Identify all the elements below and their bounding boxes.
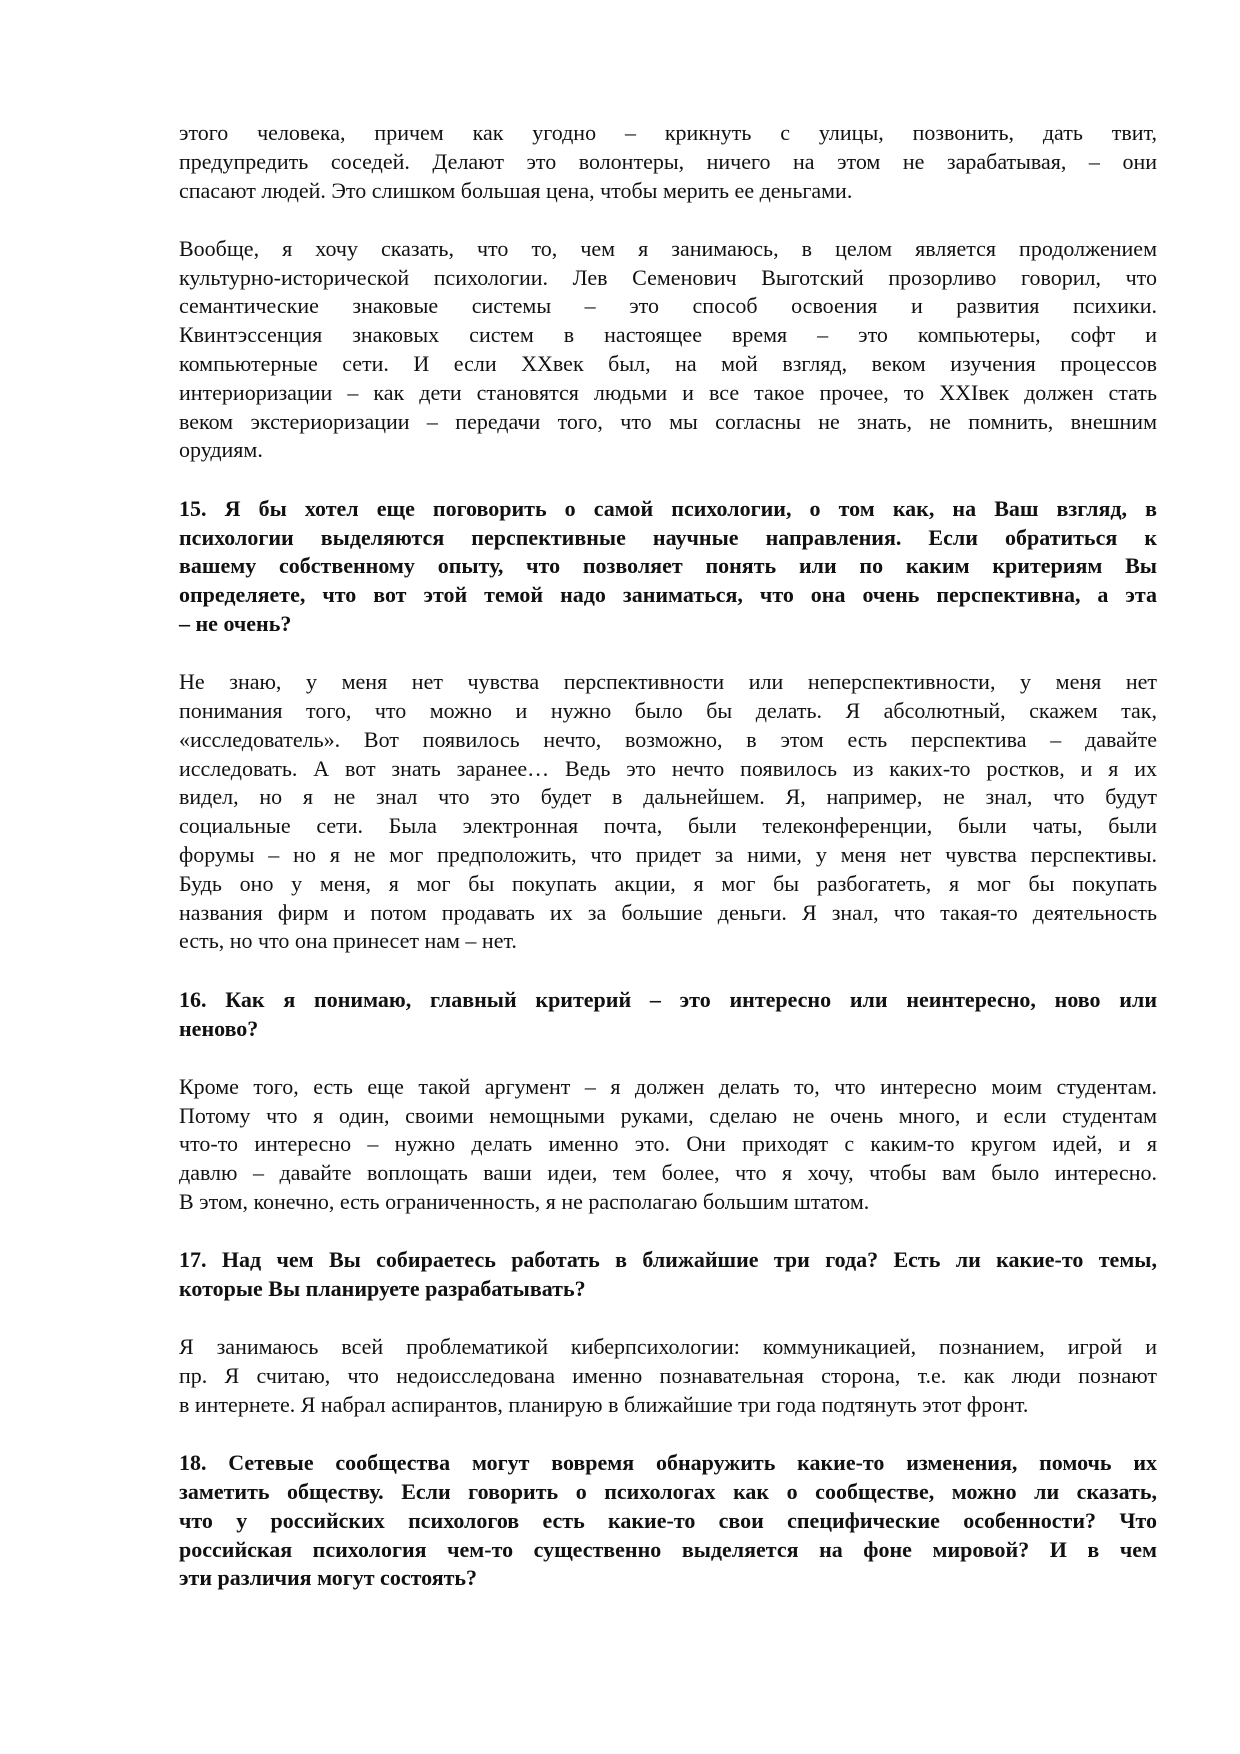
text-line: 17. Над чем Вы собираетесь работать в ближайшие три года? Есть ли какие-то темы, — [179, 1247, 1157, 1273]
text-line: социальные сети. Была электронная почта, были телеконференции, были чаты, были — [179, 813, 1157, 839]
text-line: Будь оно у меня, я мог бы покупать акции, я мог бы разбогатеть, я мог бы покупать — [179, 870, 1157, 896]
text-line: определяете, что вот этой темой надо заниматься, что она очень перспективна, а эта — [179, 582, 1157, 608]
text-line: психологии выделяются перспективные научные направления. Если обратиться к — [179, 524, 1157, 550]
text-line: «исследователь». Вот появилось нечто, возможно, в этом есть перспектива – давайте — [179, 726, 1157, 752]
text-line: видел, но я не знал что это будет в дальнейшем. Я, например, не знал, что будут — [179, 784, 1157, 810]
question-paragraph — [179, 1449, 1157, 1593]
text-line: 15. Я бы хотел еще поговорить о самой психологии, о том как, на Ваш взгляд, в — [179, 495, 1157, 521]
text-line: форумы – но я не мог предположить, что придет за ними, у меня нет чувства перспективы. — [179, 842, 1157, 868]
text-line: исследовать. А вот знать заранее… Ведь это нечто появилось из каких-то ростков, и я их — [179, 755, 1157, 781]
text-line: орудиям. — [179, 437, 263, 463]
text-line: что у российских психологов есть какие-то свои специфические особенности? Что — [179, 1507, 1157, 1533]
text-line: веком экстериоризации – передачи того, что мы согласны не знать, не помнить, внешним — [179, 408, 1157, 434]
text-line: пр. Я считаю, что недоисследована именно познавательная сторона, т.е. как люди познают — [179, 1363, 1157, 1389]
text-line: заметить обществу. Если говорить о психологах как о сообществе, можно ли сказать, — [179, 1479, 1157, 1505]
text-line: Кроме того, есть еще такой аргумент – я должен делать то, что интересно моим студентам. — [179, 1073, 1157, 1099]
text-line: культурно-исторической психологии. Лев Семенович Выготский прозорливо говорил, что — [179, 264, 1157, 290]
text-line: 18. Сетевые сообщества могут вовремя обнаружить какие-то изменения, помочь их — [179, 1450, 1157, 1476]
answer-paragraph — [179, 668, 1157, 956]
text-line: неново? — [179, 1015, 259, 1041]
text-line: компьютерные сети. И если XXвек был, на мой взгляд, веком изучения процессов — [179, 351, 1157, 377]
answer-paragraph — [179, 235, 1157, 465]
text-line: этого человека, причем как угодно – крикнуть с улицы, позвонить, дать твит, — [179, 120, 1157, 145]
text-line: российская психология чем-то существенно выделяется на фоне мировой? И в чем — [179, 1536, 1157, 1562]
document-page — [179, 119, 1157, 1623]
text-line: семантические знаковые системы – это способ освоения и развития психики. — [179, 293, 1157, 319]
text-line: Не знаю, у меня нет чувства перспективности или неперспективности, у меня нет — [179, 669, 1157, 695]
text-line: предупредить соседей. Делают это волонтеры, ничего на этом не зарабатывая, – они — [179, 148, 1157, 174]
text-line: которые Вы планируете разрабатывать? — [179, 1276, 586, 1302]
text-line: спасают людей. Это слишком большая цена, чтобы мерить ее деньгами. — [179, 177, 853, 203]
text-line: в интернете. Я набрал аспирантов, планирую в ближайшие три года подтянуть этот фронт. — [179, 1391, 1029, 1417]
answer-paragraph — [179, 119, 1157, 205]
text-line: Вообще, я хочу сказать, что то, чем я занимаюсь, в целом является продолжением — [179, 235, 1157, 261]
text-line: Потому что я один, своими немощными руками, сделаю не очень много, и если студентам — [179, 1102, 1157, 1128]
text-line: эти различия могут состоять? — [179, 1565, 478, 1591]
text-line: интериоризации – как дети становятся людьми и все такое прочее, то XXIвек должен стать — [179, 379, 1157, 405]
question-paragraph — [179, 495, 1157, 639]
text-line: В этом, конечно, есть ограниченность, я не располагаю большим штатом. — [179, 1189, 870, 1214]
text-line: есть, но что она принесет нам – нет. — [179, 928, 517, 954]
answer-paragraph — [179, 1333, 1157, 1419]
text-line: – не очень? — [179, 610, 292, 636]
text-line: понимания того, что можно и нужно было бы делать. Я абсолютный, скажем так, — [179, 698, 1157, 724]
question-paragraph — [179, 1246, 1157, 1304]
text-line: вашему собственному опыту, что позволяет понять или по каким критериям Вы — [179, 553, 1157, 579]
answer-paragraph — [179, 1073, 1157, 1217]
text-line: Я занимаюсь всей проблематикой киберпсихологии: коммуникацией, познанием, игрой и — [179, 1334, 1157, 1360]
question-paragraph — [179, 986, 1157, 1044]
text-line: 16. Как я понимаю, главный критерий – это интересно или неинтересно, ново или — [179, 986, 1157, 1012]
text-line: давлю – давайте воплощать ваши идеи, тем более, что я хочу, чтобы вам было интересно. — [179, 1160, 1157, 1186]
text-line: названия фирм и потом продавать их за большие деньги. Я знал, что такая-то деятельность — [179, 899, 1157, 925]
text-line: Квинтэссенция знаковых систем в настоящее время – это компьютеры, софт и — [179, 322, 1157, 348]
text-line: что-то интересно – нужно делать именно это. Они приходят с каким-то кругом идей, и я — [179, 1131, 1157, 1157]
